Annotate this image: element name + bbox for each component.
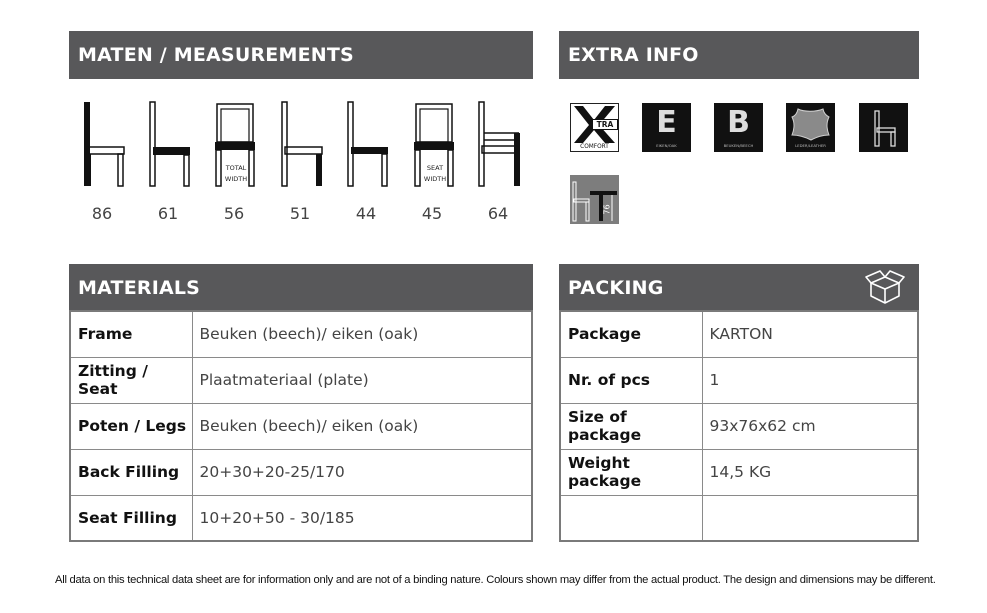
total-width-label: TOTAL WIDTH [224,164,248,183]
measure-seat-width: 45 [421,204,443,223]
packing-table [559,310,919,542]
chair-outline-icon [859,103,908,152]
chair-depth-icon [280,100,326,188]
chair-seat-height-icon [148,100,194,188]
measurements-header [69,31,533,79]
measurements-title: MATEN / MEASUREMENTS [78,44,354,66]
eiken-oak-icon: E EIKEN/OAK [642,103,691,152]
table-row: Frame Beuken (beech)/ eiken (oak) [70,311,532,357]
table-row: Seat Filling 10+20+50 - 30/185 [70,495,532,541]
table-row: Zitting / Seat Plaatmateriaal (plate) [70,357,532,403]
table-row: Back Filling 20+30+20-25/170 [70,449,532,495]
measure-depth: 51 [289,204,311,223]
beuken-beech-icon: B BEUKEN/BEECH [714,103,763,152]
extra-info-header [559,31,919,79]
box-icon [863,268,907,306]
table-row: Weight package 14,5 KG [560,449,918,495]
xtra-comfort-icon: TRA COMFORT [570,103,619,152]
measure-seat-depth: 44 [355,204,377,223]
table-row: Package KARTON [560,311,918,357]
extra-info-title: EXTRA INFO [568,44,699,66]
measure-seat-height: 61 [157,204,179,223]
table-row: Poten / Legs Beuken (beech)/ eiken (oak) [70,403,532,449]
seat-width-label: SEAT WIDTH [423,164,447,183]
materials-title: MATERIALS [78,276,201,299]
table-row: Size of package 93x76x62 cm [560,403,918,449]
chair-height-icon [82,100,128,188]
materials-header [69,264,533,311]
packing-title: PACKING [568,276,664,299]
measure-side-depth: 64 [487,204,509,223]
measure-height: 86 [91,204,113,223]
table-row [560,495,918,541]
materials-table [69,310,533,542]
chair-side-depth-icon [477,100,523,188]
chair-seat-depth-icon [346,100,392,188]
table-height-icon: 76 [570,175,619,224]
table-row: Nr. of pcs 1 [560,357,918,403]
measure-total-width: 56 [223,204,245,223]
leder-leather-icon: LEDER/LEATHER [786,103,835,152]
disclaimer-text: All data on this technical data sheet are for information only and are not of a binding nature. Colours shown may differ from the actual product. The design and dimensions may be different. [55,574,936,586]
packing-header [559,264,919,311]
